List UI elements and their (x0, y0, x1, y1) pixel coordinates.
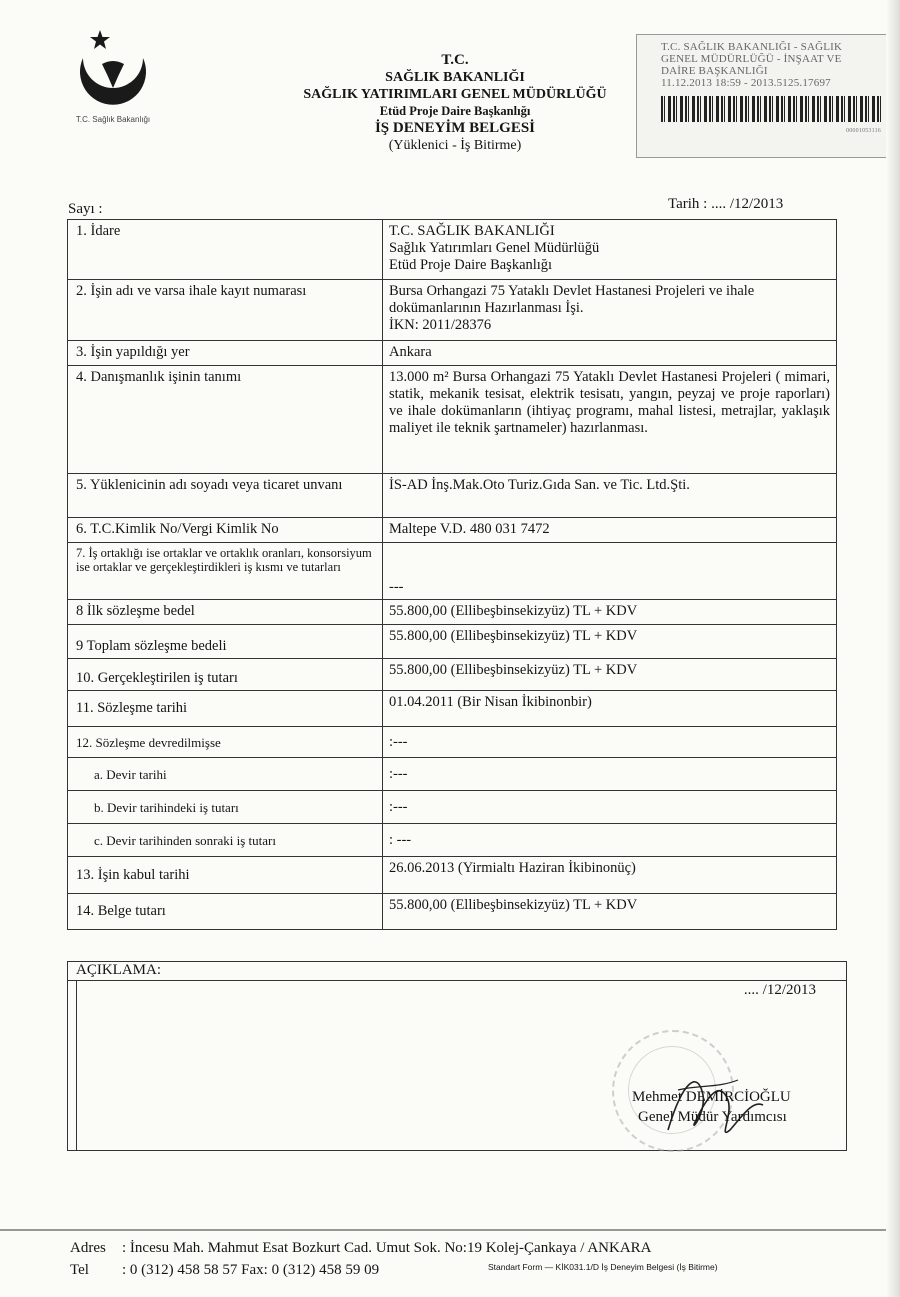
table-row (68, 625, 837, 659)
registration-stamp (636, 34, 900, 158)
footer-divider (0, 1228, 900, 1232)
stamp-line-3: DAİRE BAŞKANLIĞI (661, 65, 768, 77)
table-row (68, 341, 837, 366)
document-header (250, 52, 660, 154)
row-value: :--- (383, 758, 837, 791)
table-row (68, 894, 837, 930)
row-value: :--- (383, 791, 837, 824)
standard-form-code: Standart Form — KİK031.1/D İş Deneyim Belgesi (İş Bitirme) (488, 1262, 718, 1272)
row-label: 4. Danışmanlık işinin tanımı (68, 366, 383, 474)
row-label: 11. Sözleşme tarihi (68, 691, 383, 727)
row-value: Ankara (383, 341, 837, 366)
row-label: 3. İşin yapıldığı yer (68, 341, 383, 366)
barcode-icon (661, 96, 881, 122)
table-row (68, 220, 837, 280)
table-row (68, 857, 837, 894)
explanation-title: AÇIKLAMA: (76, 962, 161, 978)
address-label: Adres (70, 1240, 106, 1256)
row-label: 8 İlk sözleşme bedel (68, 600, 383, 625)
table-row (68, 474, 837, 518)
tel-label: Tel (70, 1262, 89, 1278)
row-label: 6. T.C.Kimlik No/Vergi Kimlik No (68, 518, 383, 543)
header-directorate: SAĞLIK YATIRIMLARI GENEL MÜDÜRLÜĞÜ (303, 87, 607, 102)
reference-number-label: Sayı : (68, 201, 103, 217)
row-label: 7. İş ortaklığı ise ortaklar ve ortaklık oranları, konsorsiyum ise ortaklar ve gerçekleştirdikleri iş kısmı ve tutarları (68, 543, 383, 600)
footer-contact (70, 1237, 652, 1281)
document-title: İŞ DENEYİM BELGESİ (374, 120, 536, 136)
header-ministry: SAĞLIK BAKANLIĞI (385, 70, 525, 85)
table-row (68, 691, 837, 727)
row-value: 55.800,00 (Ellibeşbinsekizyüz) TL + KDV (383, 659, 837, 691)
signer-title: Genel Müdür Yardımcısı (638, 1109, 787, 1125)
row-label: 9 Toplam sözleşme bedeli (68, 625, 383, 659)
signer-block (632, 1087, 791, 1127)
row-value: :--- (383, 727, 837, 758)
row-label: c. Devir tarihinden sonraki iş tutarı (68, 824, 383, 857)
explanation-date: .... /12/2013 (743, 982, 816, 998)
row-label: 5. Yüklenicinin adı soyadı veya ticaret unvanı (68, 474, 383, 518)
header-department: Etüd Proje Daire Başkanlığı (379, 104, 531, 118)
row-value: 55.800,00 (Ellibeşbinsekizyüz) TL + KDV (383, 625, 837, 659)
row-label: 2. İşin adı ve varsa ihale kayıt numarası (68, 280, 383, 341)
explanation-divider (68, 980, 846, 981)
row-value (383, 280, 837, 341)
page-edge-shadow (886, 0, 900, 1297)
table-row (68, 824, 837, 857)
table-row (68, 518, 837, 543)
stamp-line-4: 11.12.2013 18:59 - 2013.5125.17697 (661, 77, 831, 89)
ministry-emblem-icon (58, 28, 168, 108)
row-value: : --- (383, 824, 837, 857)
table-row (68, 659, 837, 691)
value-line: T.C. SAĞLIK BAKANLIĞI (389, 223, 555, 239)
row-value: İS-AD İnş.Mak.Oto Turiz.Gıda San. ve Tic. Ltd.Şti. (383, 474, 837, 518)
row-label: 10. Gerçekleştirilen iş tutarı (68, 659, 383, 691)
row-label: b. Devir tarihindeki iş tutarı (68, 791, 383, 824)
barcode-number: 00001053116 (846, 128, 881, 134)
row-value: --- (383, 543, 837, 600)
row-value (383, 220, 837, 280)
row-label: 12. Sözleşme devredilmişse (68, 727, 383, 758)
document-subtitle: (Yüklenici - İş Bitirme) (388, 138, 522, 153)
certificate-table (67, 219, 837, 930)
row-label: a. Devir tarihi (68, 758, 383, 791)
table-row (68, 791, 837, 824)
header-tc: T.C. (441, 52, 469, 68)
row-value: Maltepe V.D. 480 031 7472 (383, 518, 837, 543)
table-row (68, 727, 837, 758)
signer-name: Mehmet DEMİRCİOĞLU (632, 1089, 791, 1105)
stamp-line-2: GENEL MÜDÜRLÜĞÜ - İNŞAAT VE (661, 53, 842, 65)
address-text: : İncesu Mah. Mahmut Esat Bozkurt Cad. Umut Sok. No:19 Kolej-Çankaya / ANKARA (122, 1240, 652, 1256)
table-row (68, 280, 837, 341)
value-line: Sağlık Yatırımları Genel Müdürlüğü (389, 240, 600, 256)
table-row (68, 543, 837, 600)
logo-caption: T.C. Sağlık Bakanlığı (75, 115, 151, 124)
table-row (68, 600, 837, 625)
row-label: 13. İşin kabul tarihi (68, 857, 383, 894)
row-value: 26.06.2013 (Yirmialtı Haziran İkibinonüç) (383, 857, 837, 894)
row-value: 55.800,00 (Ellibeşbinsekizyüz) TL + KDV (383, 600, 837, 625)
row-value: 13.000 m² Bursa Orhangazi 75 Yataklı Devlet Hastanesi Projeleri ( mimari, statik, mekanik tesisat, elektrik tesisatı, yangın, peyzaj ve proje raporları) ve ihale dokümanların (ihtiyaç programı, mahal listesi, metrajlar, yaklaşık maliyet ile teknik şartnameler) hazırlanması. (383, 366, 837, 474)
row-label: 14. Belge tutarı (68, 894, 383, 930)
tel-text: : 0 (312) 458 58 57 Fax: 0 (312) 458 59 09 (122, 1262, 380, 1278)
value-line: Etüd Proje Daire Başkanlığı (389, 257, 553, 273)
explanation-inner-border (76, 980, 77, 1150)
row-value: 01.04.2011 (Bir Nisan İkibinonbir) (383, 691, 837, 727)
value-line: Bursa Orhangazi 75 Yataklı Devlet Hastanesi Projeleri ve ihale dokümanlarının Hazırlanması İşi. (389, 283, 755, 316)
row-value: 55.800,00 (Ellibeşbinsekizyüz) TL + KDV (383, 894, 837, 930)
document-date: Tarih : .... /12/2013 (668, 196, 784, 212)
value-line: İKN: 2011/28376 (389, 317, 492, 333)
table-row (68, 758, 837, 791)
stamp-line-1: T.C. SAĞLIK BAKANLIĞI - SAĞLIK (661, 41, 843, 53)
ministry-logo (58, 28, 168, 124)
row-label: 1. İdare (68, 220, 383, 280)
table-row (68, 366, 837, 474)
